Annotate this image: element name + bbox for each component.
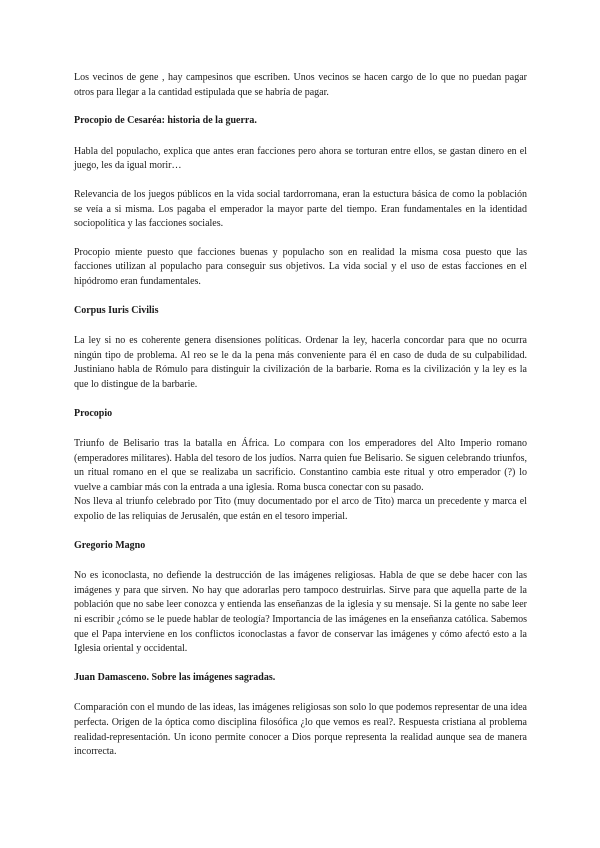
paragraph: Nos lleva al triunfo celebrado por Tito (muy documentado por el arco de Tito) marca un precedente y marca el expolio de las reliquias de Jerusalén, que están en el tesoro imperial.: [74, 496, 527, 523]
paragraph: Habla del populacho, explica que antes eran facciones pero ahora se torturan entre ellos, se gastan dinero en el juego, les da igual morir…: [74, 145, 527, 172]
document-body: [74, 71, 527, 774]
paragraph: Relevancia de los juegos públicos en la vida social tardorromana, eran la estuctura básica de como la población se veía a si misma. Los pagaba el emperador la mayor parte del tiempo. Eran fundamentales en la identidad sociopolítica y las facciones sociales.: [74, 188, 527, 230]
section-heading: Procopio: [74, 407, 113, 419]
paragraph: Procopio miente puesto que facciones buenas y populacho son en realidad la misma cosa puesto que las facciones utilizan al populacho para conseguir sus objetivos. La vida social y el uso de estas facciones en el hipódromo eran fundamentales.: [74, 246, 527, 287]
paragraph: No es iconoclasta, no defiende la destrucción de las imágenes religiosas. Habla de que se debe hacer con las imágenes y para que sirven. No hay que adorarlas pero tampoco destruirlas. Sirve para que aquella parte de la población que no sabe leer conozca y entienda las enseñanzas de la iglesia y su mensaje. Si la gente no sabe leer ni escribir ¿cómo se le puede hablar de teología? Importancia de las imágenes en la enseñanza católica. Sabemos que el Papa interviene en los conflictos iconoclastas a favor de conservar las imágenes y cómo afectó esto a la Iglesia oriental y occidental.: [74, 570, 527, 655]
paragraph: La ley si no es coherente genera disensiones políticas. Ordenar la ley, hacerla concordar para que no ocurra ningún tipo de problema. Al reo se le da la pena más conveniente para él en caso de duda de su culpabilidad. Justiniano habla de Rómulo para distinguir la civilización de la barbarie. Roma es la civilización y la ley es la que lo distingue de la barbarie.: [74, 335, 527, 390]
section-heading: Gregorio Magno: [74, 539, 146, 551]
paragraph: Los vecinos de gene , hay campesinos que escriben. Unos vecinos se hacen cargo de lo que no puedan pagar otros para llegar a la cantidad estipulada que se habría de pagar.: [74, 72, 527, 98]
paragraph: Comparación con el mundo de las ideas, las imágenes religiosas son solo lo que podemos representar de una idea perfecta. Origen de la óptica como disciplina filosófica ¿lo que vemos es real?. Respuesta cristiana al problema realidad-representación. Un icono permite conocer a Dios porque representa la realidad aunque sea de manera incorrecta.: [74, 702, 527, 758]
section-heading: Corpus Iuris Civilis: [74, 304, 159, 316]
section-heading: Procopio de Cesaréa: historia de la guerra.: [74, 115, 257, 127]
paragraph: Triunfo de Belisario tras la batalla en África. Lo compara con los emperadores del Alto Imperio romano (emperadores militares). Habla del tesoro de los judíos. Narra quien fue Belisario. Se siguen celebrando triunfos, un ritual romano en el que se realizaba un sacrificio. Constantino cambia este ritual y otro emperador (?) lo vuelve a cambiar más con la entrada a una iglesia. Roma busca conectar con su pasado.: [74, 438, 527, 493]
section-heading: Juan Damasceno. Sobre las imágenes sagradas.: [74, 671, 276, 683]
